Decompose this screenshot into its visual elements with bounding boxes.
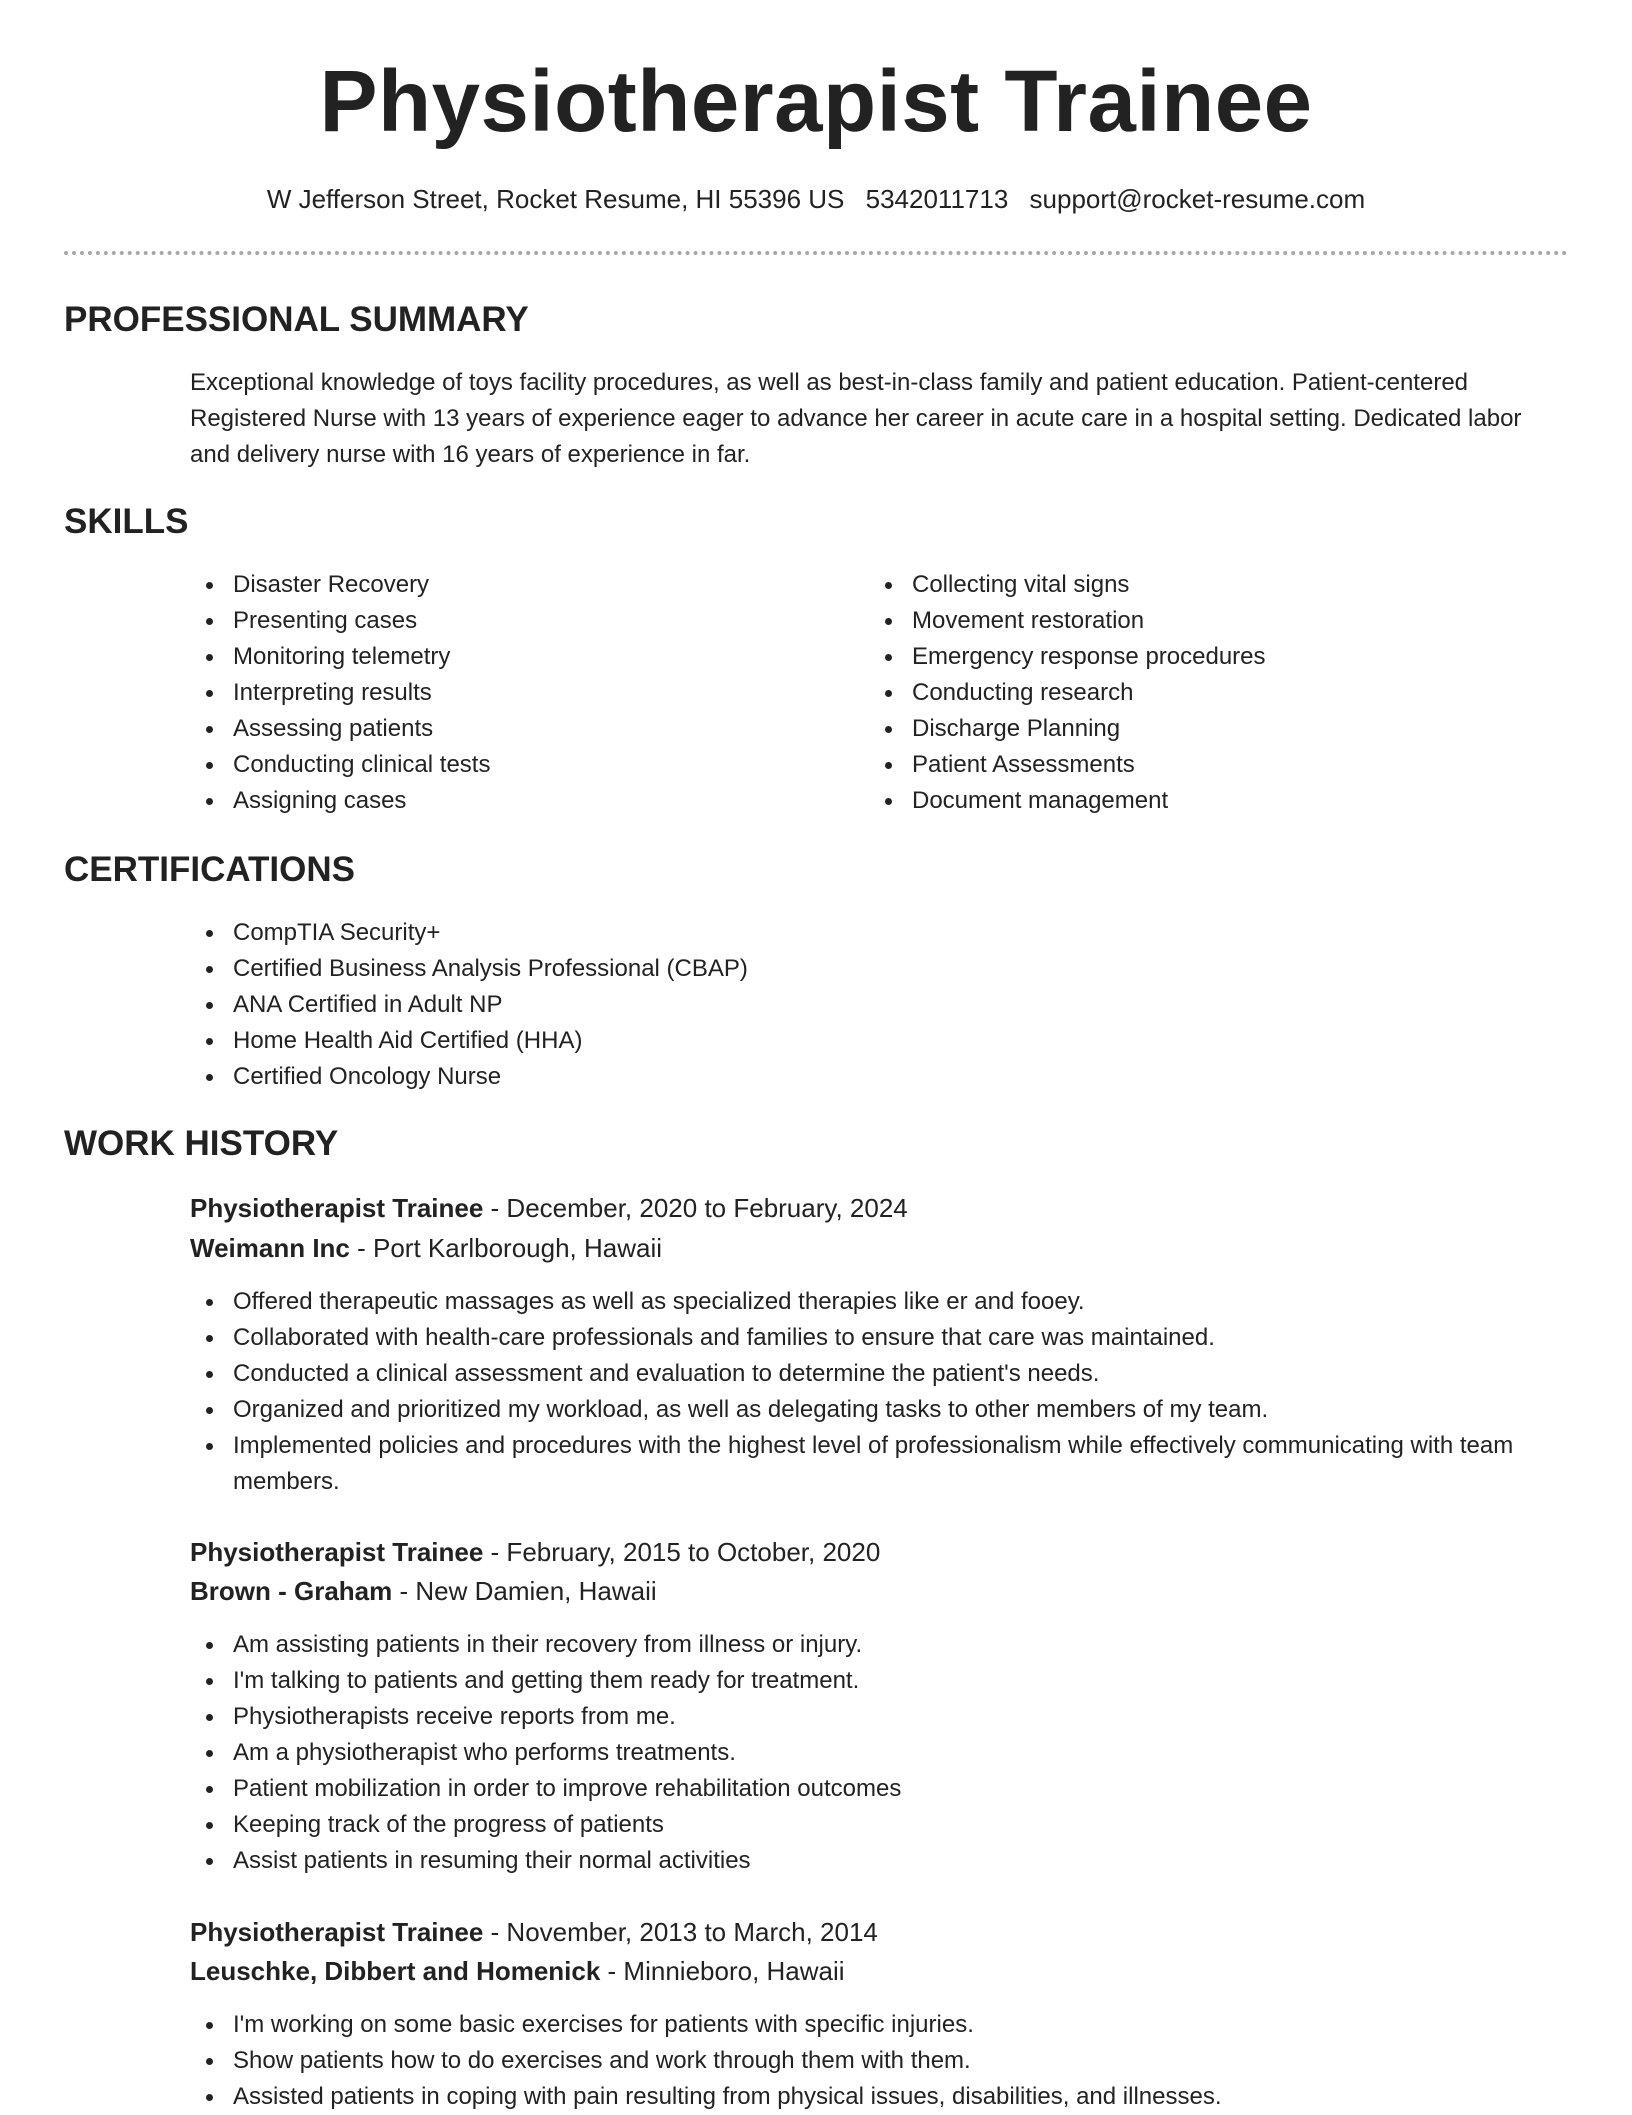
list-item: Collaborated with health-care professionals and families to ensure that care was maintained. — [190, 1320, 1560, 1356]
job-bullets — [190, 1627, 1560, 1879]
resume-title: Physiotherapist Trainee — [319, 53, 1313, 150]
list-item: Patient Assessments — [869, 747, 1266, 783]
skills-heading: SKILLS — [64, 502, 189, 541]
list-item: Am assisting patients in their recovery from illness or injury. — [190, 1627, 1560, 1663]
job-title-line — [190, 1533, 880, 1571]
job-title-line — [190, 1189, 908, 1227]
job-title-line — [190, 1913, 878, 1951]
list-item: Assisted patients in coping with pain resulting from physical issues, disabilities, and illnesses. — [190, 2079, 1560, 2115]
list-item: I'm working on some basic exercises for patients with specific injuries. — [190, 2007, 1560, 2043]
job-role: Physiotherapist Trainee — [190, 1193, 484, 1223]
header-divider — [64, 251, 1568, 255]
list-item: Conducting research — [869, 675, 1266, 711]
list-item: Certified Business Analysis Professional (CBAP) — [190, 951, 748, 987]
list-item: Organized and prioritized my workload, as well as delegating tasks to other members of my team. — [190, 1392, 1560, 1428]
job-bullets — [190, 1284, 1560, 1500]
list-item: Offered therapeutic massages as well as specialized therapies like er and fooey. — [190, 1284, 1560, 1320]
list-item: Am a physiotherapist who performs treatments. — [190, 1735, 1560, 1771]
list-item: Implemented policies and procedures with the highest level of professionalism while effectively communicating with team members. — [190, 1428, 1560, 1500]
summary-text: Exceptional knowledge of toys facility procedures, as well as best-in-class family and patient education. Patient-centered Registered Nurse with 13 years of experience eager to advance her career in acute care in a hospital setting. Dedicated labor and delivery nurse with 16 years of experience in far. — [190, 369, 1522, 468]
list-item: Emergency response procedures — [869, 639, 1266, 675]
work-history-heading: WORK HISTORY — [64, 1124, 339, 1163]
job-company-line — [190, 1229, 662, 1267]
list-item: Assist patients in resuming their normal activities — [190, 1843, 1560, 1879]
job-location: - Minnieboro, Hawaii — [600, 1956, 845, 1986]
contact-email: support@rocket-resume.com — [1029, 184, 1366, 214]
job-dates: - November, 2013 to March, 2014 — [483, 1917, 878, 1947]
list-item: Conducting clinical tests — [190, 747, 490, 783]
list-item: Monitoring telemetry — [190, 639, 490, 675]
contact-address: W Jefferson Street, Rocket Resume, HI 55396 US — [266, 184, 845, 214]
contact-line — [0, 180, 1632, 218]
job-bullets — [190, 2007, 1560, 2115]
job-company: Leuschke, Dibbert and Homenick — [190, 1956, 601, 1986]
list-item: I'm talking to patients and getting them ready for treatment. — [190, 1663, 1560, 1699]
list-item: Interpreting results — [190, 675, 490, 711]
list-item: ANA Certified in Adult NP — [190, 987, 748, 1023]
job-role: Physiotherapist Trainee — [190, 1537, 484, 1567]
list-item: Presenting cases — [190, 603, 490, 639]
list-item: Show patients how to do exercises and work through them with them. — [190, 2043, 1560, 2079]
list-item: Certified Oncology Nurse — [190, 1059, 748, 1095]
job-company-line — [190, 1572, 657, 1610]
summary-heading: PROFESSIONAL SUMMARY — [64, 300, 529, 339]
list-item: CompTIA Security+ — [190, 915, 748, 951]
list-item: Movement restoration — [869, 603, 1266, 639]
list-item: Disaster Recovery — [190, 567, 490, 603]
list-item: Home Health Aid Certified (HHA) — [190, 1023, 748, 1059]
list-item: Conducted a clinical assessment and evaluation to determine the patient's needs. — [190, 1356, 1560, 1392]
list-item: Physiotherapists receive reports from me. — [190, 1699, 1560, 1735]
list-item: Collecting vital signs — [869, 567, 1266, 603]
list-item: Document management — [869, 783, 1266, 819]
list-item: Patient mobilization in order to improve rehabilitation outcomes — [190, 1771, 1560, 1807]
list-item: Keeping track of the progress of patients — [190, 1807, 1560, 1843]
contact-phone: 5342011713 — [865, 184, 1009, 214]
job-company: Weimann Inc — [190, 1233, 350, 1263]
job-dates: - February, 2015 to October, 2020 — [483, 1537, 881, 1567]
job-role: Physiotherapist Trainee — [190, 1917, 484, 1947]
job-location: - New Damien, Hawaii — [392, 1576, 657, 1606]
skills-list-left — [190, 567, 490, 819]
job-location: - Port Karlborough, Hawaii — [349, 1233, 663, 1263]
job-company-line — [190, 1952, 845, 1990]
list-item: Assessing patients — [190, 711, 490, 747]
job-company: Brown - Graham — [190, 1576, 393, 1606]
list-item: Assigning cases — [190, 783, 490, 819]
certifications-list — [190, 915, 748, 1095]
job-dates: - December, 2020 to February, 2024 — [483, 1193, 908, 1223]
skills-list-right — [869, 567, 1266, 819]
list-item: Discharge Planning — [869, 711, 1266, 747]
certifications-heading: CERTIFICATIONS — [64, 850, 356, 889]
